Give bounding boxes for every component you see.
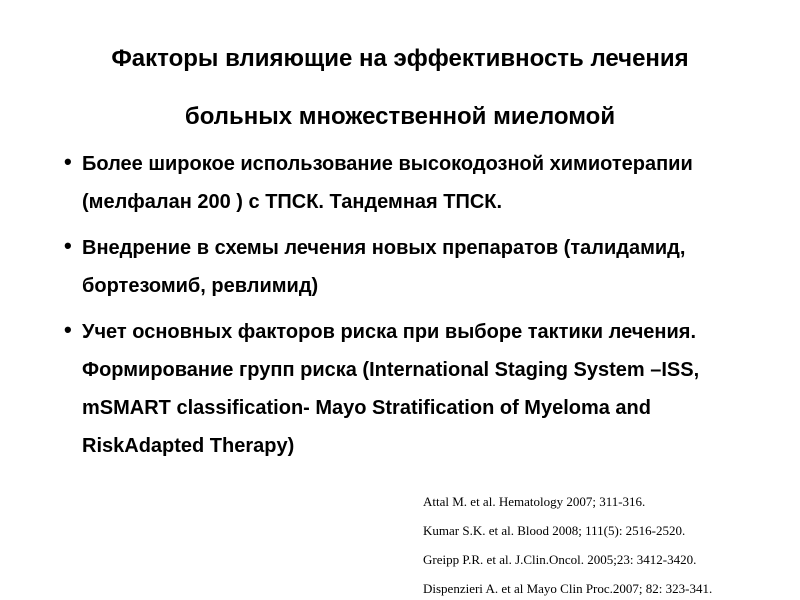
reference-list bbox=[423, 487, 712, 600]
reference-item: Attal M. et al. Hematology 2007; 311-316. bbox=[423, 494, 646, 509]
bullet-dot-icon: • bbox=[64, 233, 72, 258]
bullet-text: Учет основных факторов риска при выборе тактики лечения. Формирование групп риска (International Staging System –ISS, mSMART classification- Mayo Stratification of Myeloma and RiskAdapted Therapy) bbox=[82, 321, 700, 457]
reference-item: Greipp P.R. et al. J.Clin.Oncol. 2005;23: 3412-3420. bbox=[423, 552, 697, 567]
bullet-list bbox=[62, 145, 762, 473]
bullet-item bbox=[62, 229, 762, 305]
bullet-item bbox=[62, 313, 762, 465]
title-line-2: больных множественной миеломой bbox=[184, 103, 616, 130]
slide-title bbox=[0, 30, 800, 146]
bullet-item bbox=[62, 145, 762, 221]
title-line-1: Факторы влияющие на эффективность лечения bbox=[111, 45, 689, 72]
reference-item: Dispenzieri A. et al Mayo Clin Proc.2007; 82: 323-341. bbox=[423, 581, 713, 596]
bullet-text: Внедрение в схемы лечения новых препаратов (талидамид, бортезомиб, ревлимид) bbox=[82, 237, 686, 297]
bullet-text: Более широкое использование высокодозной химиотерапии (мелфалан 200 ) с ТПСК. Тандемная ТПСК. bbox=[82, 153, 693, 213]
reference-item: Kumar S.K. et al. Blood 2008; 111(5): 2516-2520. bbox=[423, 523, 686, 538]
bullet-dot-icon: • bbox=[64, 317, 72, 342]
bullet-dot-icon: • bbox=[64, 149, 72, 174]
